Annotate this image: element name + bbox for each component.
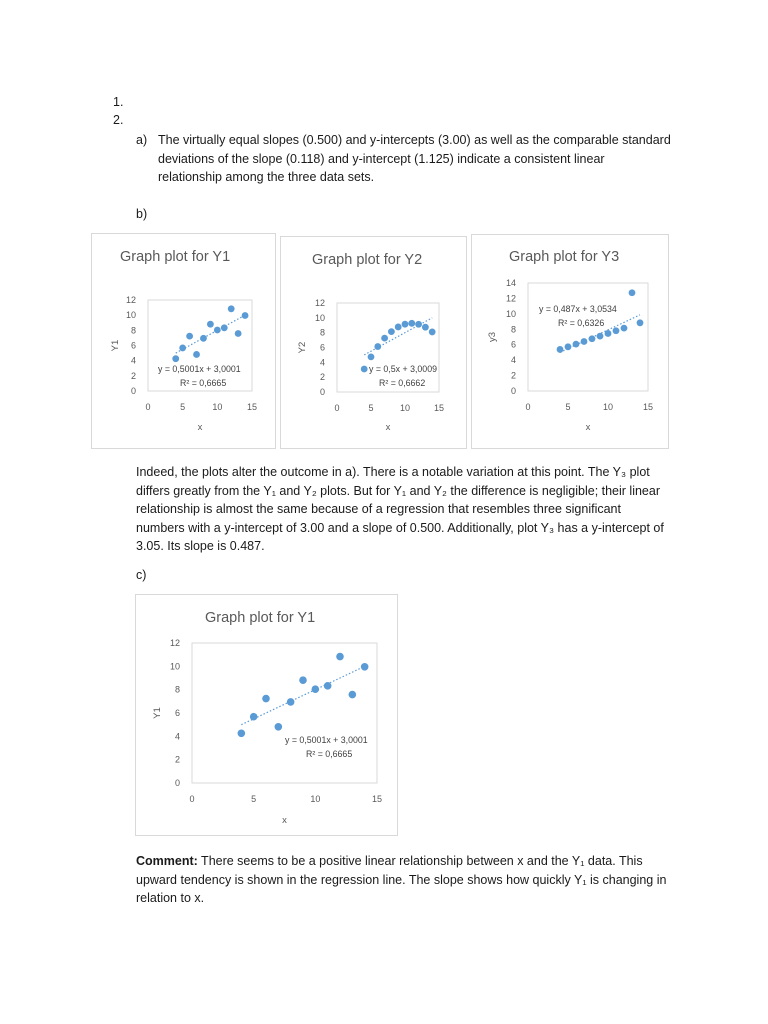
y-tick-label: 6 xyxy=(319,342,325,353)
y-tick-label: 2 xyxy=(174,754,180,765)
data-point xyxy=(408,320,415,327)
comment-line-2: upward tendency is shown in the regression line. The slope shows how quickly Y₁ is changing in xyxy=(136,872,667,887)
plot-area-border xyxy=(192,643,377,783)
y-axis-label: Y1 xyxy=(152,707,163,719)
x-tick-label: 15 xyxy=(246,402,258,412)
y-tick-label: 12 xyxy=(314,298,325,308)
x-tick-label: 10 xyxy=(310,794,321,804)
data-point xyxy=(228,305,235,312)
y-tick-label: 10 xyxy=(169,661,180,672)
trendline-equation: y = 0,5001x + 3,0001 xyxy=(158,364,241,374)
x-tick-label: 5 xyxy=(368,403,374,413)
list-marker-2: 2. xyxy=(113,113,124,127)
list-marker-1: 1. xyxy=(113,95,124,109)
x-tick-label: 15 xyxy=(433,403,445,413)
comment-label: Comment: xyxy=(136,854,198,868)
data-point xyxy=(402,321,409,328)
y-tick-label: 8 xyxy=(510,324,516,335)
trendline-equation: y = 0,487x + 3,0534 xyxy=(539,304,617,314)
trendline-r-squared: R² = 0,6665 xyxy=(180,378,227,388)
chart-y2-plot xyxy=(281,237,466,448)
data-point xyxy=(429,329,436,336)
data-point xyxy=(415,321,422,328)
data-point xyxy=(172,355,179,362)
chart-y3-plot xyxy=(472,235,668,448)
part-c-label: c) xyxy=(136,568,147,582)
data-point xyxy=(312,685,320,693)
data-point xyxy=(275,723,283,731)
data-point xyxy=(262,695,270,703)
data-point xyxy=(361,663,369,671)
chart-y1-large-plot xyxy=(136,595,397,835)
data-point xyxy=(605,330,612,337)
trendline xyxy=(241,666,364,724)
chart-title: Graph plot for Y3 xyxy=(509,249,620,265)
plot-area-border xyxy=(528,283,648,391)
part-b-line-1: Indeed, the plots alter the outcome in a). There is a notable variation at this point. The Y₃ plot xyxy=(136,465,650,479)
y-axis-label: Y1 xyxy=(110,339,121,352)
x-tick-label: 0 xyxy=(189,794,195,804)
y-tick-label: 4 xyxy=(130,355,136,366)
y-tick-label: 4 xyxy=(319,357,325,368)
chart-y1-plot xyxy=(92,234,275,448)
y-tick-label: 10 xyxy=(505,308,516,319)
trendline-equation: y = 0,5001x + 3,0001 xyxy=(285,735,368,745)
data-point xyxy=(186,333,193,340)
part-b-line-2: differs greatly from the Y₁ and Y₂ plots. But for Y₁ and Y₂ the difference is negligible; their linear xyxy=(136,483,660,498)
chart-frame-y2 xyxy=(280,236,467,449)
chart-title: Graph plot for Y1 xyxy=(120,249,231,265)
data-point xyxy=(613,327,620,334)
data-point xyxy=(214,327,221,334)
y-tick-label: 6 xyxy=(174,708,180,718)
y-tick-label: 4 xyxy=(174,731,180,742)
y-tick-label: 2 xyxy=(319,372,325,383)
y-tick-label: 8 xyxy=(319,327,325,338)
y-tick-label: 8 xyxy=(174,684,180,695)
data-point xyxy=(381,335,388,342)
part-a-line-3: relationship among the three data sets. xyxy=(158,170,375,185)
x-tick-label: 10 xyxy=(602,402,614,412)
chart-title: Graph plot for Y1 xyxy=(205,610,316,626)
comment-line-1 xyxy=(136,852,643,871)
data-point xyxy=(200,335,207,342)
part-a-line-1: The virtually equal slopes (0.500) and y-intercepts (3.00) as well as the comparable standard xyxy=(158,133,671,147)
comment-text-1: There seems to be a positive linear relationship between x and the Y₁ data. This xyxy=(197,854,643,868)
y-tick-label: 6 xyxy=(130,340,136,351)
y-tick-label: 12 xyxy=(505,293,516,304)
x-tick-label: 5 xyxy=(565,402,571,412)
x-tick-label: 15 xyxy=(371,794,383,804)
data-point xyxy=(395,324,402,331)
y-tick-label: 0 xyxy=(174,778,180,788)
data-point xyxy=(250,713,258,721)
data-point xyxy=(597,333,604,340)
part-a-label: a) xyxy=(136,133,148,147)
y-tick-label: 8 xyxy=(130,325,136,336)
data-point xyxy=(637,319,644,326)
data-point xyxy=(374,343,381,350)
data-point xyxy=(287,698,295,706)
y-tick-label: 12 xyxy=(169,638,180,648)
y-tick-label: 10 xyxy=(125,310,136,321)
data-point xyxy=(621,325,628,332)
x-tick-label: 0 xyxy=(145,402,151,412)
data-point xyxy=(573,341,580,348)
part-b-line-5: 3.05. Its slope is 0.487. xyxy=(136,539,265,554)
chart-frame-y1 xyxy=(91,233,276,449)
data-point xyxy=(581,338,588,345)
chart-title: Graph plot for Y2 xyxy=(312,252,423,268)
x-tick-label: 10 xyxy=(212,402,223,412)
y-tick-label: 2 xyxy=(130,370,136,381)
data-point xyxy=(242,312,249,319)
x-tick-label: 15 xyxy=(642,402,654,412)
data-point xyxy=(388,328,395,335)
chart-frame-y3 xyxy=(471,234,669,449)
data-point xyxy=(336,653,344,661)
x-axis-label: x xyxy=(282,815,287,826)
data-point xyxy=(629,289,636,296)
x-axis-label: x xyxy=(197,422,203,433)
data-point xyxy=(235,330,242,337)
data-point xyxy=(349,691,357,699)
data-point xyxy=(589,335,596,342)
part-b-line-3: relationship is almost the same because of a regression that resembles three significant xyxy=(136,502,621,517)
data-point xyxy=(324,682,332,690)
trendline-r-squared: R² = 0,6662 xyxy=(379,378,426,388)
part-b-label: b) xyxy=(136,207,148,221)
x-tick-label: 5 xyxy=(180,402,186,412)
data-point xyxy=(565,343,572,350)
data-point xyxy=(193,351,200,358)
y-tick-label: 0 xyxy=(130,386,136,396)
y-tick-label: 0 xyxy=(319,387,325,397)
x-tick-label: 0 xyxy=(525,402,531,412)
y-tick-label: 6 xyxy=(510,339,516,350)
data-point xyxy=(238,730,246,738)
y-tick-label: 0 xyxy=(510,386,516,396)
chart-frame-y1-large xyxy=(135,594,398,836)
x-axis-label: x xyxy=(585,422,591,433)
trendline-r-squared: R² = 0,6326 xyxy=(558,318,605,328)
y-axis-label: Y2 xyxy=(297,341,308,354)
y-tick-label: 10 xyxy=(314,312,325,323)
y-tick-label: 4 xyxy=(510,355,516,366)
part-a-line-2: deviations of the slope (0.118) and y-intercept (1.125) indicate a consistent linear xyxy=(158,151,605,166)
data-point xyxy=(368,353,375,360)
y-axis-label: y3 xyxy=(487,331,498,343)
data-point xyxy=(221,324,228,331)
data-point xyxy=(361,366,368,373)
part-b-line-4: numbers with a y-intercept of 3.00 and a slope of 0.500. Additionally, plot Y₃ has a y-intercept of xyxy=(136,520,664,535)
y-tick-label: 14 xyxy=(505,278,516,288)
comment-line-3: relation to x. xyxy=(136,891,205,906)
x-tick-label: 0 xyxy=(334,403,340,413)
x-axis-label: x xyxy=(385,422,391,433)
trendline-equation: y = 0,5x + 3,0009 xyxy=(369,364,437,374)
y-tick-label: 2 xyxy=(510,370,516,381)
data-point xyxy=(422,324,429,331)
data-point xyxy=(207,321,214,328)
x-tick-label: 10 xyxy=(399,403,411,413)
data-point xyxy=(557,346,564,353)
trendline xyxy=(364,318,432,355)
trendline-r-squared: R² = 0,6665 xyxy=(306,749,353,759)
data-point xyxy=(179,345,186,352)
data-point xyxy=(299,676,307,684)
y-tick-label: 12 xyxy=(125,295,136,305)
x-tick-label: 5 xyxy=(251,794,257,804)
